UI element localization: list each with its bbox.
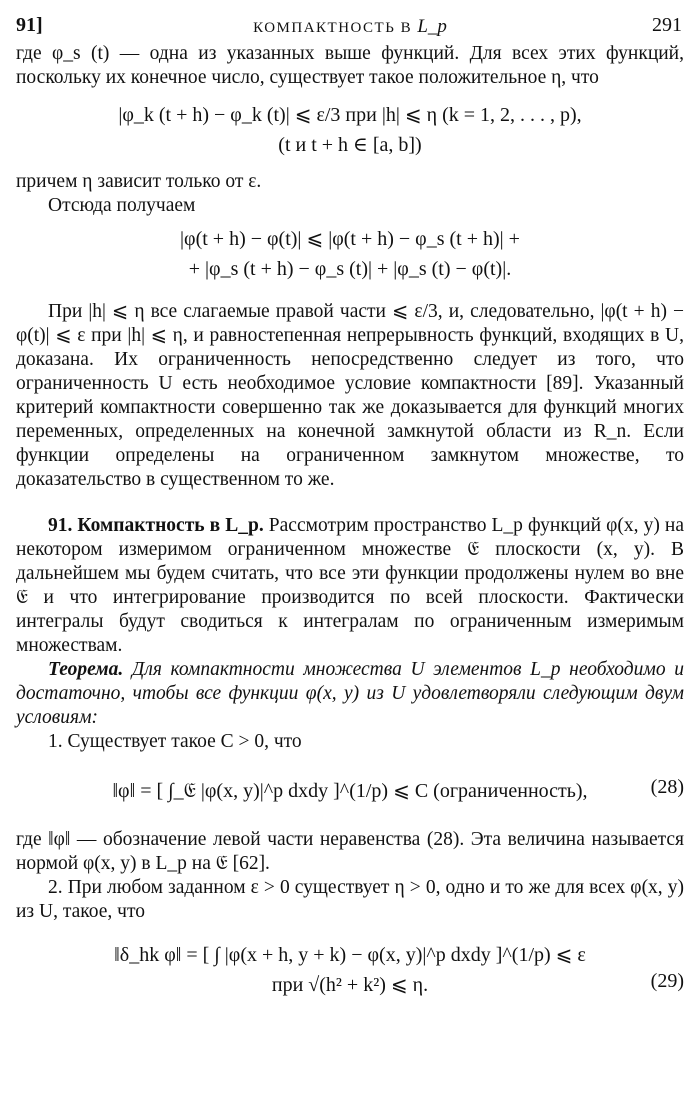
running-title: КОМПАКТНОСТЬ В L_p [253, 16, 447, 37]
formula-28: ‖φ‖ = [ ∫_𝔈 |φ(x, y)|^p dxdy ]^(1/p) ⩽ C (ограниченность), [112, 780, 588, 802]
formula-28-row [16, 776, 684, 806]
running-header [16, 8, 684, 42]
formula-2a: |φ(t + h) − φ(t)| ⩽ |φ(t + h) − φ_s (t + h)| + [180, 228, 520, 250]
paragraph-intro: где φ_s (t) — одна из указанных выше функций. Для всех этих функций, поскольку их конечное число, существует такое положительное η, что [16, 43, 684, 88]
formula-2b: + |φ_s (t + h) − φ_s (t)| + |φ_s (t) − φ(t)|. [188, 258, 512, 280]
formula-1b: (t и t + h ∈ [a, b]) [278, 134, 422, 156]
equation-number-29: (29) [650, 970, 684, 992]
book-page [16, 8, 684, 1000]
formula-29b: при √(h² + k²) ⩽ η. [271, 974, 429, 996]
page-number: 291 [652, 14, 682, 36]
formula-29-row [16, 970, 684, 1000]
running-title-symbol: L_p [417, 16, 447, 37]
paragraph-proof: При |h| ⩽ η все слагаемые правой части ⩽ ε/3, и, следовательно, |φ(t + h) − φ(t)| ⩽ ε при |h| ⩽ η, и равностепенная непрерывность функций, входящих в U, доказана. Их ограниченность непосредственно следует из того, что ограниченность U есть необходимое условие компактности [89]. Указанный критерий компактности совершенно так же доказывается для функций многих переменных, определенных на конечной замкнутой области из R_n. Если функции определены на ограниченном замкнутом множестве, то доказательство в существенном то же. [16, 301, 684, 490]
section-91-text: Рассмотрим пространство L_p функций φ(x, y) на некотором измеримом ограниченном множестве 𝔈 плоскости (x, y). В дальнейшем мы будем считать, что все эти функции продолжены нулем во вне 𝔈 и что интегрирование производится по всей плоскости. Фактически интегралы будут сводиться к интегралам по ограниченным измеримым множествам. [16, 515, 685, 656]
theorem-label: Теорема. [48, 659, 124, 680]
equation-number-28: (28) [650, 776, 684, 798]
formula-1a: |φ_k (t + h) − φ_k (t)| ⩽ ε/3 при |h| ⩽ η (k = 1, 2, . . . , p), [118, 104, 582, 126]
paragraph-norm: где ‖φ‖ — обозначение левой части неравенства (28). Эта величина называется нормой φ(x, y) в L_p на 𝔈 [62]. [16, 829, 684, 874]
paragraph-hence: Отсюда получаем [48, 195, 196, 216]
paragraph-eta: причем η зависит только от ε. [16, 171, 262, 192]
section-91 [16, 514, 684, 658]
formula-29a: ‖δ_hk φ‖ = [ ∫ |φ(x + h, y + k) − φ(x, y)|^p dxdy ]^(1/p) ⩽ ε [114, 944, 586, 966]
condition-1: 1. Существует такое C > 0, что [48, 731, 302, 752]
theorem [16, 658, 684, 730]
theorem-text: Для компактности множества U элементов L_p необходимо и достаточно, чтобы все функции φ(x, y) из U удовлетворяли следующим двум условиям: [16, 659, 684, 728]
condition-2: 2. При любом заданном ε > 0 существует η > 0, одно и то же для всех φ(x, y) из U, такое, что [16, 877, 684, 922]
section-91-title: 91. Компактность в L_p. [48, 515, 264, 536]
section-number: 91] [16, 14, 43, 36]
